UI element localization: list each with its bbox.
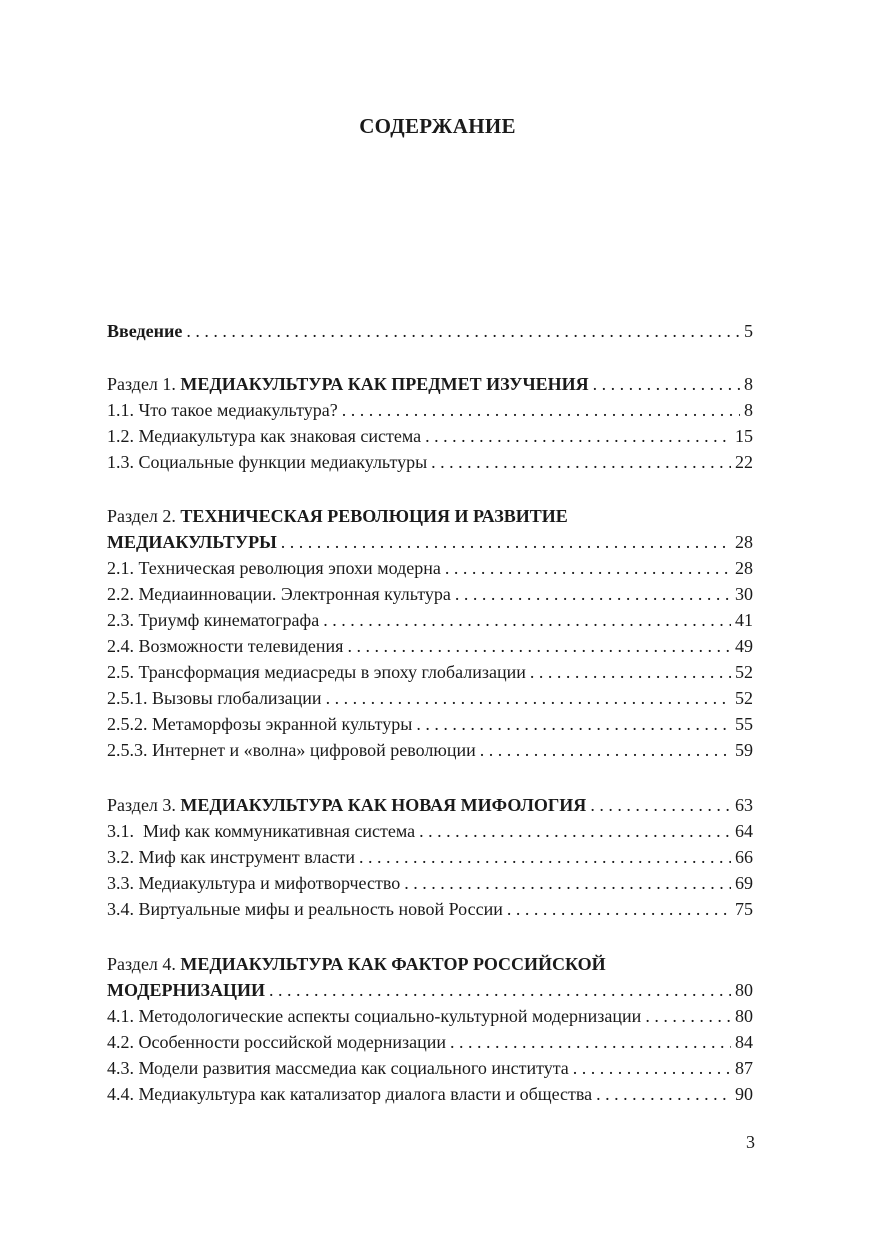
toc-entry-label: 1.2. Медиакультура как знаковая система xyxy=(107,426,422,446)
toc-entry[interactable] xyxy=(107,449,753,475)
toc-entry[interactable] xyxy=(107,1055,753,1081)
toc-entry-label: 2.5.2. Метаморфозы экранной культуры xyxy=(107,714,413,734)
toc-section-2-line1[interactable] xyxy=(107,503,753,529)
toc-entry-page: 22 xyxy=(735,452,753,472)
toc-entry[interactable] xyxy=(107,633,753,659)
toc-entry-page: 8 xyxy=(744,400,753,420)
toc-entry-label: 2.4. Возможности телевидения xyxy=(107,636,344,656)
toc-entry[interactable] xyxy=(107,1081,753,1107)
toc-entry-page: 90 xyxy=(735,1084,753,1104)
toc-entry-page: 75 xyxy=(735,899,753,919)
toc-entry-label: 3.1. Миф как коммуникативная система xyxy=(107,821,416,841)
toc-entry-label: 1.1. Что такое медиакультура? xyxy=(107,400,338,420)
toc-section-title: МЕДИАКУЛЬТУРА КАК ФАКТОР РОССИЙСКОЙ xyxy=(180,954,606,974)
toc-entry-page: 28 xyxy=(735,532,753,552)
leader-dots xyxy=(530,659,731,685)
toc-entry-label: 3.4. Виртуальные мифы и реальность новой России xyxy=(107,899,503,919)
toc-entry-label: 2.1. Техническая революция эпохи модерна xyxy=(107,558,441,578)
toc-entry-label: 4.3. Модели развития массмедиа как социального института xyxy=(107,1058,569,1078)
toc-entry-page: 41 xyxy=(735,610,753,630)
toc-entry-page: 87 xyxy=(735,1058,753,1078)
leader-dots xyxy=(645,1003,731,1029)
toc-entry-label: 2.5.3. Интернет и «волна» цифровой революции xyxy=(107,740,476,760)
toc-entry[interactable] xyxy=(107,1029,753,1055)
toc-entry-page: 52 xyxy=(735,662,753,682)
toc-entry[interactable] xyxy=(107,685,753,711)
toc-entry-label: 2.5. Трансформация медиасреды в эпоху глобализации xyxy=(107,662,526,682)
toc-entry-page: 66 xyxy=(735,847,753,867)
toc-entry-intro[interactable] xyxy=(107,318,753,344)
toc-section-4-line1[interactable] xyxy=(107,951,753,977)
toc-entry-label: Введение xyxy=(107,321,183,341)
toc-entry-page: 55 xyxy=(735,714,753,734)
toc-entry-label: 4.2. Особенности российской модернизации xyxy=(107,1032,447,1052)
leader-dots xyxy=(480,737,731,763)
toc-section-prefix: Раздел 4. xyxy=(107,954,181,974)
page-title: СОДЕРЖАНИЕ xyxy=(359,114,516,138)
toc-entry-page: 15 xyxy=(735,426,753,446)
toc-entry-label: 3.3. Медиакультура и мифотворчество xyxy=(107,873,401,893)
toc-entry-label: 4.4. Медиакультура как катализатор диалога власти и общества xyxy=(107,1084,593,1104)
toc-entry-page: 80 xyxy=(735,1006,753,1026)
leader-dots xyxy=(342,397,740,423)
toc-entry-page: 49 xyxy=(735,636,753,656)
toc-entry-page: 8 xyxy=(744,374,753,394)
toc-entry-page: 5 xyxy=(744,321,753,341)
leader-dots xyxy=(281,529,731,555)
leader-dots xyxy=(186,318,740,344)
toc-entry-page: 59 xyxy=(735,740,753,760)
leader-dots xyxy=(590,792,731,818)
toc-section-4[interactable] xyxy=(107,977,753,1003)
toc-section-3[interactable] xyxy=(107,792,753,818)
leader-dots xyxy=(359,844,731,870)
toc-entry-label: 4.1. Методологические аспекты социально-культурной модернизации xyxy=(107,1006,642,1026)
leader-dots xyxy=(431,449,731,475)
toc-entry-page: 84 xyxy=(735,1032,753,1052)
toc-section-title: МОДЕРНИЗАЦИИ xyxy=(107,980,265,1000)
leader-dots xyxy=(596,1081,731,1107)
toc-entry[interactable] xyxy=(107,659,753,685)
leader-dots xyxy=(455,581,731,607)
leader-dots xyxy=(573,1055,731,1081)
toc-entry[interactable] xyxy=(107,711,753,737)
leader-dots xyxy=(404,870,731,896)
toc-entry-label: 2.5.1. Вызовы глобализации xyxy=(107,688,322,708)
toc-entry-page: 64 xyxy=(735,821,753,841)
toc-entry[interactable] xyxy=(107,555,753,581)
page-number: 3 xyxy=(746,1132,755,1152)
leader-dots xyxy=(326,685,731,711)
toc-entry-label: 3.2. Миф как инструмент власти xyxy=(107,847,355,867)
toc-entry-page: 69 xyxy=(735,873,753,893)
leader-dots xyxy=(450,1029,731,1055)
toc-entry-page: 28 xyxy=(735,558,753,578)
toc-entry-page: 63 xyxy=(735,795,753,815)
toc-entry[interactable] xyxy=(107,607,753,633)
leader-dots xyxy=(416,711,731,737)
toc-entry[interactable] xyxy=(107,397,753,423)
toc-section-2[interactable] xyxy=(107,529,753,555)
toc-entry[interactable] xyxy=(107,818,753,844)
toc-entry[interactable] xyxy=(107,1003,753,1029)
leader-dots xyxy=(507,896,731,922)
leader-dots xyxy=(419,818,731,844)
toc-entry-page: 52 xyxy=(735,688,753,708)
leader-dots xyxy=(323,607,731,633)
leader-dots xyxy=(425,423,731,449)
toc-entry[interactable] xyxy=(107,581,753,607)
toc-section-prefix: Раздел 1. МЕДИАКУЛЬТУРА КАК ПРЕДМЕТ ИЗУЧЕНИЯ xyxy=(107,374,589,394)
toc-section-prefix: Раздел 2. xyxy=(107,506,181,526)
toc-entry[interactable] xyxy=(107,870,753,896)
toc-section-title: ТЕХНИЧЕСКАЯ РЕВОЛЮЦИЯ И РАЗВИТИЕ xyxy=(180,506,568,526)
toc-entry-label: 2.2. Медиаинновации. Электронная культура xyxy=(107,584,451,604)
leader-dots xyxy=(347,633,731,659)
toc-entry-page: 30 xyxy=(735,584,753,604)
toc-entry-page: 80 xyxy=(735,980,753,1000)
toc-entry[interactable] xyxy=(107,844,753,870)
leader-dots xyxy=(445,555,731,581)
toc-entry[interactable] xyxy=(107,423,753,449)
toc-entry-label: 2.3. Триумф кинематографа xyxy=(107,610,320,630)
toc-section-title: МЕДИАКУЛЬТУРЫ xyxy=(107,532,277,552)
toc-entry[interactable] xyxy=(107,896,753,922)
toc-entry-label: 1.3. Социальные функции медиакультуры xyxy=(107,452,428,472)
toc-section-prefix: Раздел 3. МЕДИАКУЛЬТУРА КАК НОВАЯ МИФОЛОГИЯ xyxy=(107,795,587,815)
toc-entry[interactable] xyxy=(107,737,753,763)
toc-section-1[interactable] xyxy=(107,371,753,397)
leader-dots xyxy=(269,977,731,1003)
leader-dots xyxy=(593,371,740,397)
